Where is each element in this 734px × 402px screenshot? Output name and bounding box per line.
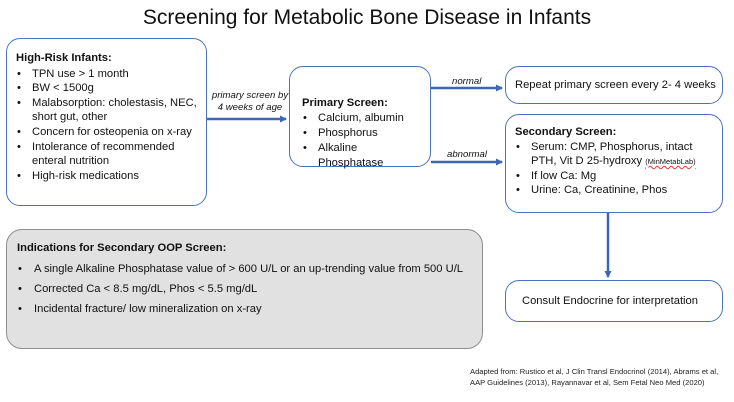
list-item: • Alkaline Phosphatase bbox=[302, 141, 424, 171]
secondary-screen-header: Secondary Screen: bbox=[515, 126, 617, 138]
repeat-screen-box: Repeat primary screen every 2- 4 weeks bbox=[505, 66, 723, 104]
secondary-screen-box bbox=[505, 114, 723, 213]
arrow-label-normal: normal bbox=[452, 76, 482, 87]
consult-endocrine-box: Consult Endocrine for interpretation bbox=[505, 280, 723, 322]
list-item bbox=[515, 140, 718, 169]
primary-screen-header: Primary Screen: bbox=[302, 97, 388, 109]
indications-list bbox=[17, 263, 474, 315]
list-item: • TPN use > 1 month bbox=[16, 67, 198, 82]
list-item: • Phosphorus bbox=[302, 126, 424, 141]
citation: Adapted from: Rustico et al, J Clin Transl Endocrinol (2014), Abrams et al, AAP Guidelines (2013), Rayannavar et al, Sem Fetal Neo Med (2020) bbox=[470, 367, 719, 387]
primary-screen-box bbox=[289, 66, 431, 167]
indications-box bbox=[6, 229, 483, 349]
serum-note: (MinMetabLab) bbox=[645, 157, 696, 166]
arrow-label-primary-screen: primary screen by 4 weeks of age bbox=[211, 90, 289, 113]
high-risk-box bbox=[6, 38, 207, 206]
list-item: • Urine: Ca, Creatinine, Phos bbox=[515, 183, 718, 197]
list-item: • If low Ca: Mg bbox=[515, 169, 718, 183]
page-title: Screening for Metabolic Bone Disease in Infants bbox=[142, 6, 592, 29]
list-item: • Concern for osteopenia on x-ray bbox=[16, 125, 198, 140]
high-risk-list bbox=[16, 67, 198, 184]
list-item: • A single Alkaline Phosphatase value of > 600 U/L or an up-trending value from 500 U/L bbox=[17, 263, 474, 275]
arrow-label-abnormal: abnormal bbox=[447, 149, 487, 160]
list-item: • Calcium, albumin bbox=[302, 111, 424, 126]
secondary-screen-list bbox=[515, 140, 718, 197]
list-item: • Corrected Ca < 8.5 mg/dL, Phos < 5.5 mg/dL bbox=[17, 283, 474, 295]
high-risk-header: High-Risk Infants: bbox=[16, 52, 112, 64]
indications-header: Indications for Secondary OOP Screen: bbox=[17, 242, 227, 254]
primary-screen-list bbox=[302, 111, 424, 171]
serum-text: Serum: CMP, Phosphorus, intact PTH, Vit D 25-hydroxy bbox=[531, 141, 693, 167]
list-item: • High-risk medications bbox=[16, 169, 198, 184]
list-item: • BW < 1500g bbox=[16, 81, 198, 96]
list-item: • Intolerance of recommended enteral nutrition bbox=[16, 140, 198, 169]
list-item: • Malabsorption: cholestasis, NEC, short gut, other bbox=[16, 96, 198, 125]
list-item: • Incidental fracture/ low mineralization on x-ray bbox=[17, 303, 474, 315]
